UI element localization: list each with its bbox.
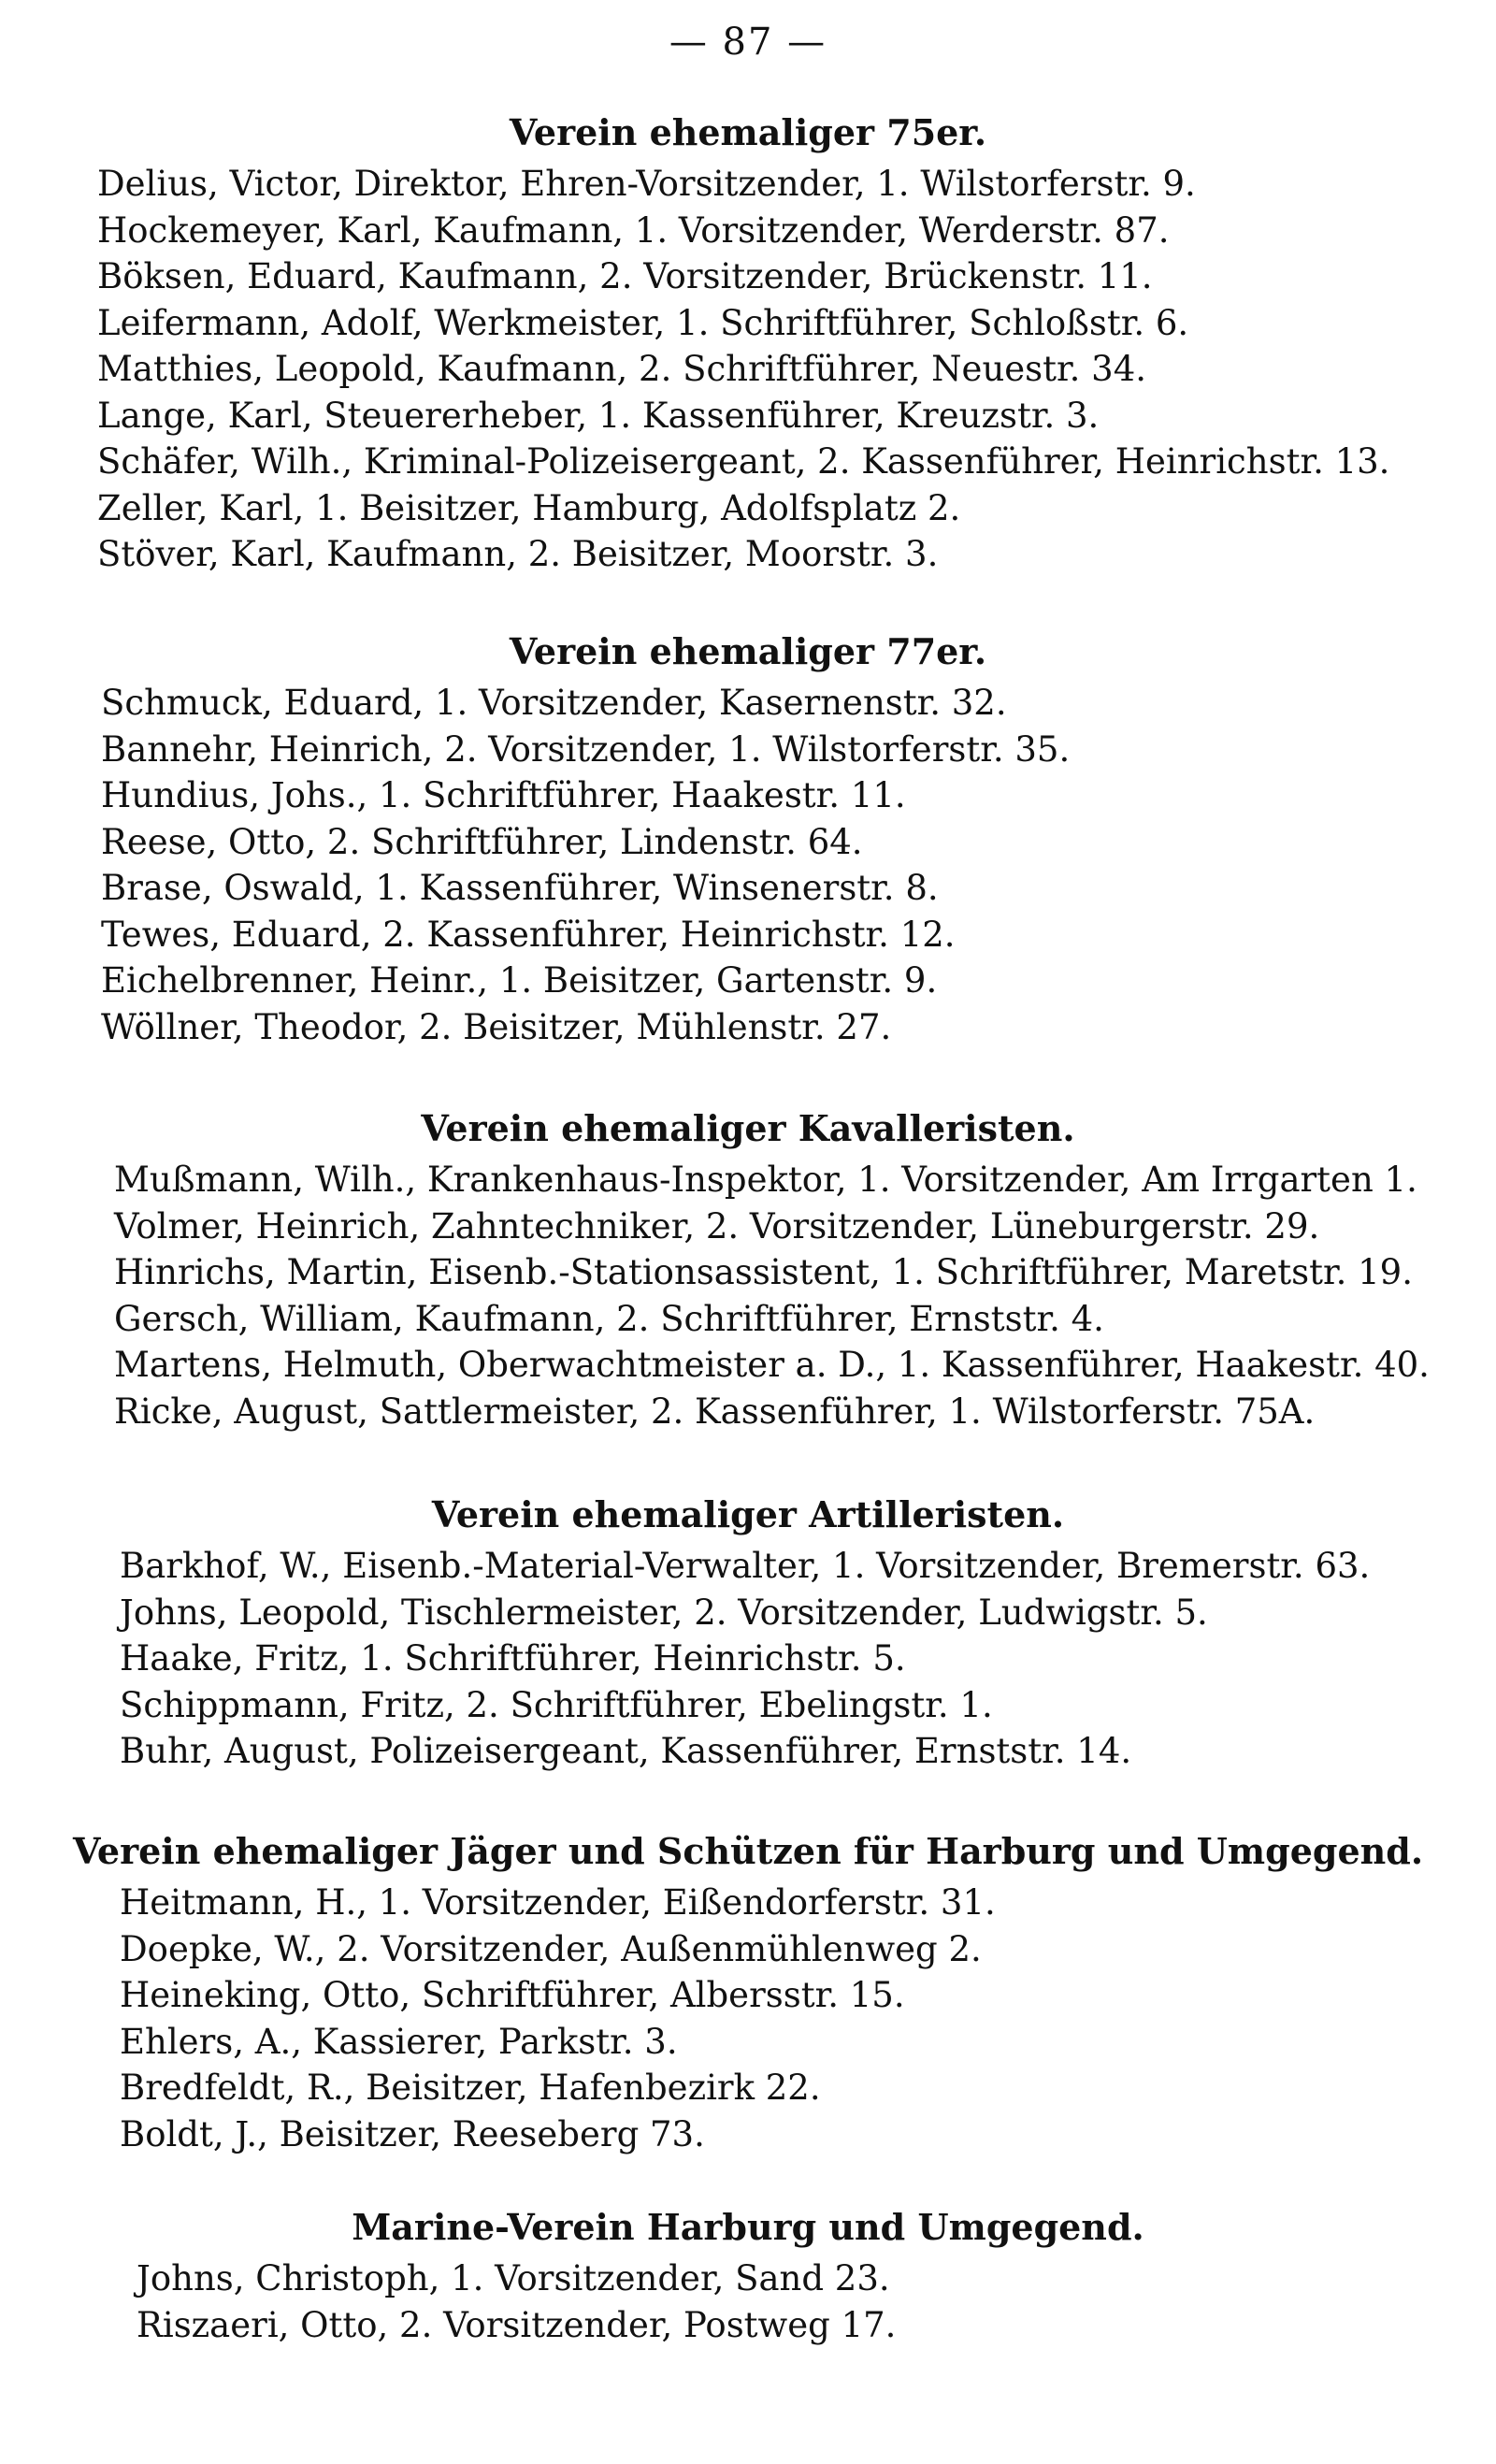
section-heading: Verein ehemaliger Artilleristen. (431, 1493, 1065, 1535)
list-item: Matthies, Leopold, Kaufmann, 2. Schriftführer, Neuestr. 34. (97, 349, 1147, 389)
list-item: Riszaeri, Otto, 2. Vorsitzender, Postweg 17. (137, 2304, 897, 2345)
list-item: Zeller, Karl, 1. Beisitzer, Hamburg, Adolfsplatz 2. (97, 487, 961, 528)
list-item: Wöllner, Theodor, 2. Beisitzer, Mühlenstr. 27. (101, 1006, 892, 1047)
list-item: Doepke, W., 2. Vorsitzender, Außenmühlenweg 2. (120, 1928, 982, 1969)
list-item: Johns, Christoph, 1. Vorsitzender, Sand 23. (137, 2258, 890, 2298)
list-item: Böksen, Eduard, Kaufmann, 2. Vorsitzender, Brückenstr. 11. (97, 256, 1153, 296)
list-item: Martens, Helmuth, Oberwachtmeister a. D., 1. Kassenführer, Haakestr. 40. (114, 1345, 1430, 1385)
section-heading: Marine-Verein Harburg und Umgegend. (352, 2206, 1144, 2248)
section-verein-75er (0, 105, 1496, 578)
section-verein-artilleristen (0, 1487, 1496, 1775)
section-heading: Verein ehemaliger Kavalleristen. (421, 1107, 1075, 1149)
list-item: Schmuck, Eduard, 1. Vorsitzender, Kasernenstr. 32. (101, 683, 1007, 723)
list-item: Bredfeldt, R., Beisitzer, Hafenbezirk 22. (120, 2068, 821, 2108)
list-item: Johns, Leopold, Tischlermeister, 2. Vorsitzender, Ludwigstr. 5. (120, 1592, 1208, 1633)
list-item: Gersch, William, Kaufmann, 2. Schriftführer, Ernststr. 4. (114, 1298, 1104, 1339)
list-item: Bannehr, Heinrich, 2. Vorsitzender, 1. Wilstorferstr. 35. (101, 728, 1071, 770)
list-item: Boldt, J., Beisitzer, Reeseberg 73. (120, 2113, 705, 2154)
list-item: Schäfer, Wilh., Kriminal-Polizeisergeant, 2. Kassenführer, Heinrichstr. 13. (97, 441, 1390, 482)
page-number: — 87 — (669, 21, 827, 64)
section-heading: Verein ehemaliger 77er. (509, 630, 987, 672)
entry-list (0, 1157, 1496, 1434)
list-item: Haake, Fritz, 1. Schriftführer, Heinrichstr. 5. (120, 1638, 906, 1679)
list-item: Delius, Victor, Direktor, Ehren-Vorsitzender, 1. Wilstorferstr. 9. (97, 164, 1196, 204)
list-item: Barkhof, W., Eisenb.-Material-Verwalter, 1. Vorsitzender, Bremerstr. 63. (120, 1546, 1371, 1586)
list-item: Ricke, August, Sattlermeister, 2. Kassenführer, 1. Wilstorferstr. 75A. (114, 1391, 1316, 1432)
list-item: Leifermann, Adolf, Werkmeister, 1. Schriftführer, Schloßstr. 6. (97, 302, 1189, 343)
section-marine-verein (0, 2199, 1496, 2348)
list-item: Heineking, Otto, Schriftführer, Albersstr. 15. (120, 1975, 905, 2015)
list-item: Eichelbrenner, Heinr., 1. Beisitzer, Gartenstr. 9. (101, 960, 938, 1001)
list-item: Tewes, Eduard, 2. Kassenführer, Heinrichstr. 12. (101, 914, 956, 955)
entry-list (0, 680, 1496, 1050)
section-heading: Verein ehemaliger Jäger und Schützen für Harburg und Umgegend. (72, 1830, 1424, 1872)
list-item: Ehlers, A., Kassierer, Parkstr. 3. (120, 2021, 678, 2062)
list-item: Hundius, Johs., 1. Schriftführer, Haakestr. 11. (101, 775, 906, 815)
list-item: Hockemeyer, Karl, Kaufmann, 1. Vorsitzender, Werderstr. 87. (97, 209, 1170, 251)
list-item: Schippmann, Fritz, 2. Schriftführer, Ebelingstr. 1. (120, 1684, 993, 1725)
section-verein-77er (0, 624, 1496, 1050)
list-item: Buhr, August, Polizeisergeant, Kassenführer, Ernststr. 14. (120, 1731, 1132, 1771)
section-verein-kavalleristen (0, 1101, 1496, 1434)
list-item: Heitmann, H., 1. Vorsitzender, Eißendorferstr. 31. (120, 1882, 996, 1923)
list-item: Mußmann, Wilh., Krankenhaus-Inspektor, 1. Vorsitzender, Am Irrgarten 1. (114, 1160, 1417, 1200)
entry-list (0, 161, 1496, 578)
list-item: Brase, Oswald, 1. Kassenführer, Winsenerstr. 8. (101, 868, 939, 908)
section-verein-jaeger-schuetzen (0, 1823, 1496, 2157)
entry-list (0, 1543, 1496, 1775)
entry-list (0, 2255, 1496, 2348)
list-item: Reese, Otto, 2. Schriftführer, Lindenstr. 64. (101, 821, 863, 862)
list-item: Volmer, Heinrich, Zahntechniker, 2. Vorsitzender, Lüneburgerstr. 29. (114, 1205, 1320, 1246)
list-item: Hinrichs, Martin, Eisenb.-Stationsassistent, 1. Schriftführer, Maretstr. 19. (114, 1252, 1413, 1292)
section-heading: Verein ehemaliger 75er. (509, 111, 987, 153)
list-item: Lange, Karl, Steuererheber, 1. Kassenführer, Kreuzstr. 3. (97, 395, 1100, 436)
list-item: Stöver, Karl, Kaufmann, 2. Beisitzer, Moorstr. 3. (97, 534, 939, 574)
entry-list (0, 1880, 1496, 2157)
